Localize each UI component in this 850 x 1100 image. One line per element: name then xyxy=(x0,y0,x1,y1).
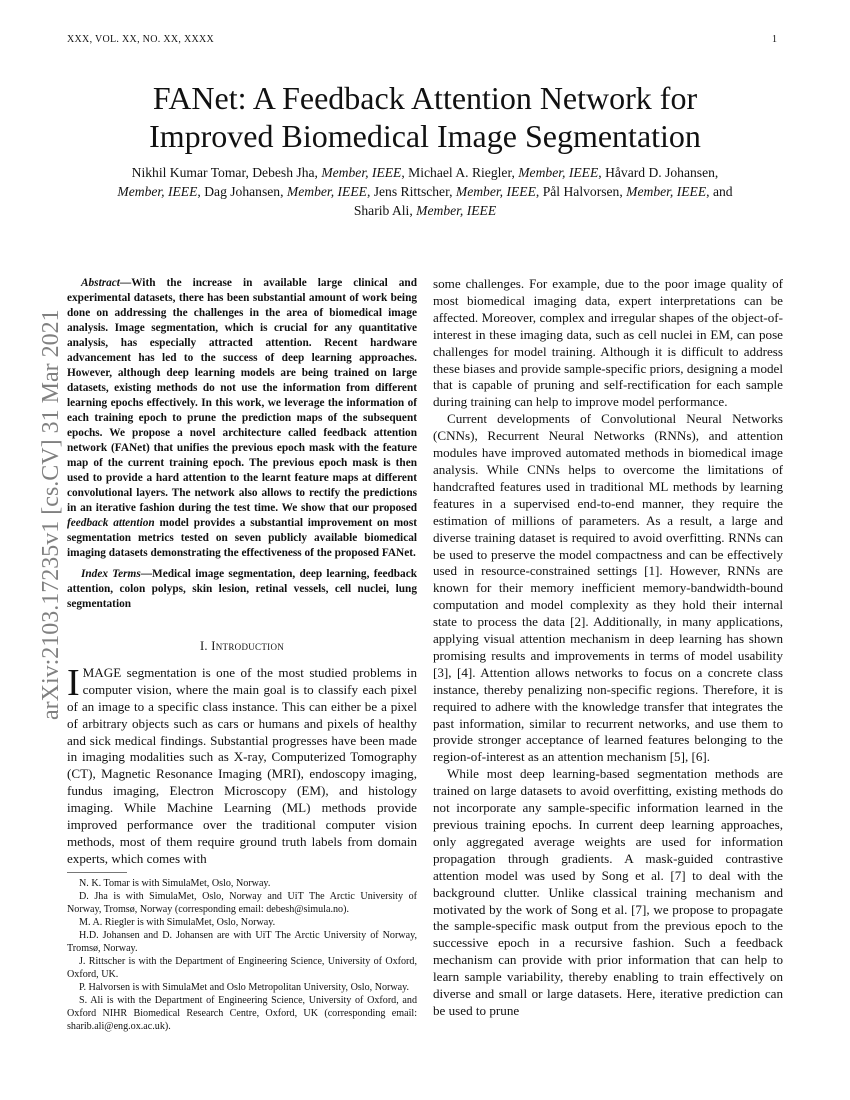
author-role: Member, IEEE xyxy=(416,203,497,218)
paragraph: While most deep learning-based segmentation methods are trained on large datasets to avoid overfitting, existing methods do not incorporate any sample-specific information learned in the previous training epochs. In current deep learning approaches, only aggregated average weights are used for information propagation through gradients. A mask-guided contrastive attention model was used by Song et al. [7] to deal with the background clutter. Unlike classical training mechanism and motivated by the work of Song et al. [7], we propose to propagate the sample-specific mask output from the previous epoch to the successive epoch in a recursive fashion. Such a feedback mechanism can provide with prior information that can help to learn sample variability, thereby enabling to train effectively on diverse and small or large datasets. Here, iterative prediction can be used to prune xyxy=(433,766,783,1018)
index-terms: Index Terms—Medical image segmentation, deep learning, feedback attention, colon polyps, skin lesion, retinal vessels, cell nuclei, lung segmentation xyxy=(67,568,417,610)
author-role: Member, IEEE xyxy=(518,165,599,180)
footnote: M. A. Riegler is with SimulaMet, Oslo, Norway. xyxy=(79,917,276,928)
author-name: Nikhil Kumar Tomar xyxy=(131,165,246,180)
author-role: Member, IEEE xyxy=(626,184,707,199)
author-role: Member, IEEE xyxy=(286,184,367,199)
footnote: D. Jha is with SimulaMet, Oslo, Norway and UiT The Arctic University of Norway, Tromsø, Norway (corresponding email: debesh@simula.no). xyxy=(67,891,417,915)
footnote: H.D. Johansen and D. Johansen are with UiT The Arctic University of Norway, Tromsø, Norway. xyxy=(67,930,417,954)
paper-title xyxy=(60,79,790,155)
footnote-rule xyxy=(67,872,127,873)
author-name: Håvard D. Johansen xyxy=(605,165,715,180)
abstract-label: Abstract xyxy=(81,277,120,289)
author-name: Pål Halvorsen xyxy=(542,184,620,199)
index-terms-label: Index Terms xyxy=(81,568,141,580)
section-heading: I. Introduction xyxy=(199,639,285,653)
title-line-2: Improved Biomedical Image Segmentation xyxy=(149,118,701,154)
footnote: S. Ali is with the Department of Engineering Science, University of Oxford, and Oxford NIHR Biomedical Research Centre, Oxford, UK (corresponding email: sharib.ali@eng.ox.ac.uk). xyxy=(67,995,417,1032)
left-column xyxy=(67,276,417,868)
paragraph: Current developments of Convolutional Neural Networks (CNNs), Recurrent Neural Networks (RNNs), and attention modules have improved automated methods in biomedical image analysis. While CNNs helps to overcome the limitations of handcrafted features used in traditional ML methods by learning features in a supervised end-to-end manner, they require the estimation of millions of parameters. As a result, a large and diverse training dataset is required to avoid overfitting. RNNs can be used to preserve the model compactness and can be effectively used in resource-constrained settings [1]. However, RNNs are known for their memory inefficient memory-bandwidth-bound computation and model complexity as they hold their internal state to process the data [2]. Additionally, in many applications, applying visual attention mechanism in deep learning has shown promising results and improvements in terms of model usability [3], [4]. Attention allows networks to focus on a concrete class instance, thereby penalizing non-specific regions. Therefore, it is required to adhere with the knowledge transfer that integrates the past information, similar to recurrent networks, and use them to provide stronger acceptance of learned features belonging to the region-of-interest as an attention mechanism [5], [6]. xyxy=(433,411,783,765)
author-name: Jens Rittscher xyxy=(373,184,450,199)
footnote: P. Halvorsen is with SimulaMet and Oslo Metropolitan University, Oslo, Norway. xyxy=(79,982,410,993)
footnotes xyxy=(67,877,417,1033)
running-header: XXX, VOL. XX, NO. XX, XXXX xyxy=(67,34,215,45)
author-list: Nikhil Kumar Tomar, Debesh Jha, Member, IEEE, Michael A. Riegler, Member, IEEE, Håvard D. Johansen, Member, IEEE, Dag Johansen, Member, IEEE, Jens Rittscher, Member, IEEE, Pål Halvorsen, Member, IEEE, and Sharib Ali, Member, IEEE xyxy=(117,165,733,218)
title-line-1: FANet: A Feedback Attention Network for xyxy=(152,80,698,116)
author-role: Member, IEEE xyxy=(455,184,536,199)
author-name: Michael A. Riegler xyxy=(408,165,512,180)
author-name: Sharib Ali xyxy=(353,203,410,218)
abstract: Abstract—With the increase in available large clinical and experimental datasets, there has been substantial amount of work being done on addressing the challenges in the area of biomedical image analysis. Image segmentation, which is crucial for any quantitative analysis, has especially attracted attention. Recent hardware advancement has led to the success of deep learning approaches. However, although deep learning models are being trained on large datasets, existing methods do not use the information from different learning epochs effectively. In this work, we leverage the information of each training epoch to prune the prediction maps of the subsequent epochs. We propose a novel architecture called feedback attention network (FANet) that unifies the previous epoch mask with the feature map of the current training epoch. The previous epoch mask is then used to provide a hard attention to the learnt feature maps at different convolutional layers. The network also allows to rectify the predictions in an iterative fashion during the test time. We show that our proposed feedback attention model provides a substantial improvement on most segmentation metrics tested on seven publicly available biomedical imaging datasets demonstrating the effectiveness of the proposed FANet. xyxy=(67,277,417,559)
author-name: Debesh Jha xyxy=(252,165,315,180)
footnote: N. K. Tomar is with SimulaMet, Oslo, Norway. xyxy=(79,878,271,889)
author-name: Dag Johansen xyxy=(204,184,281,199)
intro-paragraph: IMAGE segmentation is one of the most studied problems in computer vision, where the main goal is to classify each pixel of an image to a specific class instance. This can either be a pixel of arbitrary objects such as cars or humans and pixels of healthy and sick medical findings. Substantial progresses have been made in imaging modalities such as X-ray, Computerized Tomography (CT), Magnetic Resonance Imaging (MRI), endoscopy imaging, fundus imaging, Electron Microscopy (EM), and histology imaging. While Machine Learning (ML) methods provide improved performance over the traditional computer vision methods, most of them require ground truth labels from domain experts, which comes with xyxy=(67,661,417,866)
arxiv-stamp: arXiv:2103.17235v1 [cs.CV] 31 Mar 2021 xyxy=(38,309,64,720)
right-column xyxy=(433,276,783,1020)
drop-cap: I xyxy=(67,661,80,704)
author-role: Member, IEEE xyxy=(117,184,198,199)
author-role: Member, IEEE xyxy=(321,165,402,180)
paragraph: some challenges. For example, due to the poor image quality of most biomedical imaging data, expert interpretations can be affected. Moreover, complex and irregular shapes of the object-of-interest in these imaging data, such as cell nuclei in EM, can pose challenges for model training. Although it is difficult to address these biases and provide sample-specific priors, designing a model that is capable of pruning and self-rectification for each sample during training can help to improve model performance. xyxy=(433,276,783,410)
footnote: J. Rittscher is with the Department of Engineering Science, University of Oxford, Oxford, UK. xyxy=(67,956,417,980)
page-number: 1 xyxy=(772,34,777,45)
